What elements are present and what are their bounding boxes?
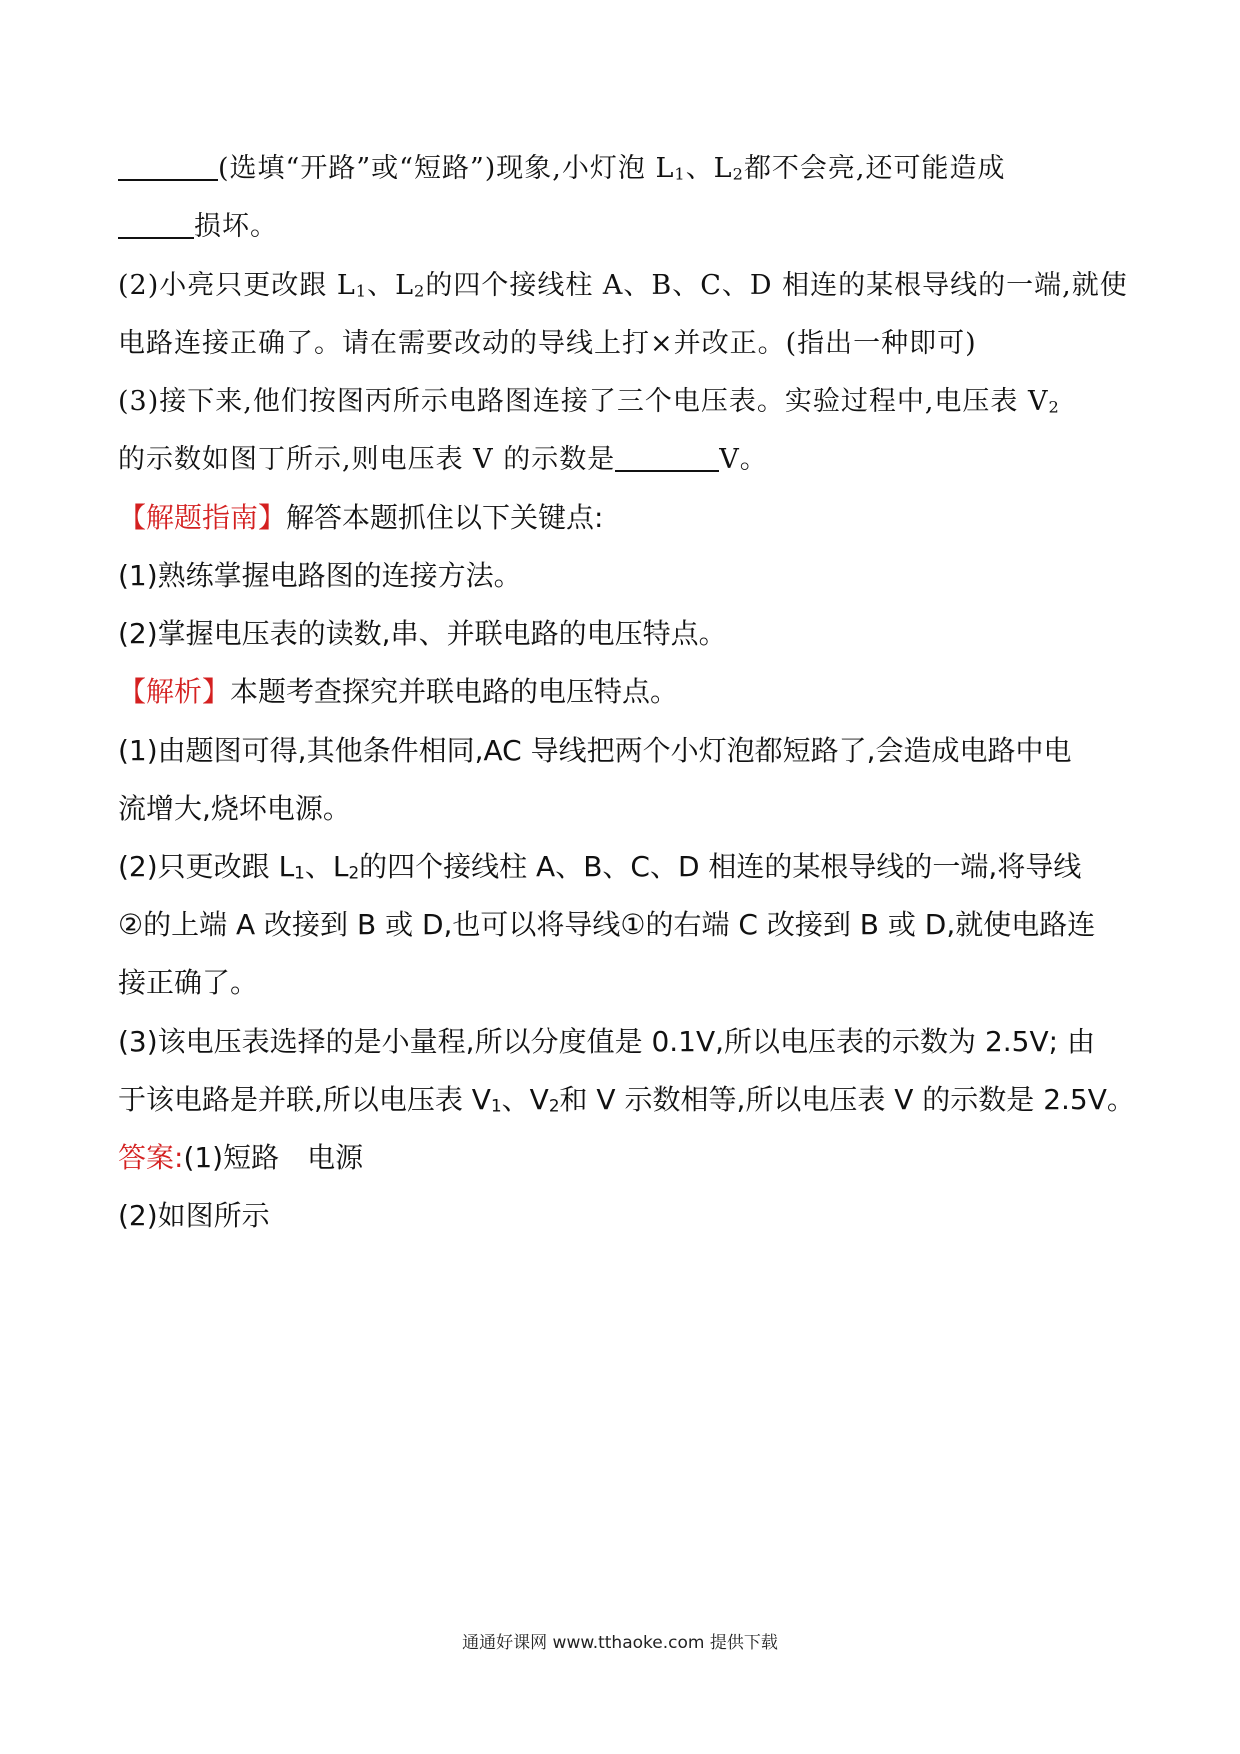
analysis-heading: 【解析】本题考查探究并联电路的电压特点。 (118, 675, 679, 708)
guide-tag: 【解题指南】 (118, 501, 287, 534)
guide-heading: 【解题指南】解答本题抓住以下关键点: (118, 501, 604, 534)
answer-line-1: 答案:(1)短路 电源 (118, 1141, 364, 1174)
analysis-tag: 【解析】 (118, 675, 231, 708)
analysis-p2-line2: ②的上端 A 改接到 B 或 D,也可以将导线①的右端 C 改接到 B 或 D,就使电路连 (118, 908, 1096, 941)
question-line-6: 的示数如图丁所示,则电压表 V 的示数是 V。 (118, 444, 768, 475)
question-line-4: 电路连接正确了。请在需要改动的导线上打×并改正。(指出一种即可) (118, 328, 977, 359)
answer-blank-3 (615, 444, 719, 472)
analysis-p2-line1: (2)只更改跟 $L_1$、$L_2$的四个接线柱 A、B、C、D 相连的某根导线的一端,将导线 (118, 850, 1082, 883)
answer-label: 答案: (118, 1141, 184, 1174)
guide-point-2: (2)掌握电压表的读数,串、并联电路的电压特点。 (118, 617, 727, 650)
question-line-1: (选填“开路”或“短路”)现象,小灯泡 $L_1$、$L_2$都不会亮,还可能造成 (118, 146, 1122, 185)
question-line-2: 损坏。 (118, 204, 1122, 243)
answer-line-2: (2)如图所示 (118, 1199, 270, 1232)
analysis-p2-line3: 接正确了。 (118, 966, 259, 999)
question-line-3: (2)小亮只更改跟 $L_1$、$L_2$的四个接线柱 A、B、C、D 相连的某根导线的一端,就使 (118, 270, 1128, 301)
page-footer: 通通好课网 www.tthaoke.com 提供下载 (462, 1633, 778, 1653)
analysis-p3-line1: (3)该电压表选择的是小量程,所以分度值是 0.1V,所以电压表的示数为 2.5V; 由 (118, 1025, 1095, 1058)
analysis-p1-line2: 流增大,烧坏电源。 (118, 792, 351, 825)
guide-point-1: (1)熟练掌握电路图的连接方法。 (118, 559, 522, 592)
analysis-p1-line1: (1)由题图可得,其他条件相同,AC 导线把两个小灯泡都短路了,会造成电路中电 (118, 734, 1072, 767)
answer-blank-2 (118, 211, 194, 239)
analysis-p3-line2: 于该电路是并联,所以电压表 $V_1$、$V_2$和 V 示数相等,所以电压表 V 的示数是 2.5V。 (118, 1083, 1135, 1116)
answer-blank-1 (118, 153, 218, 181)
question-line-5: (3)接下来,他们按图丙所示电路图连接了三个电压表。实验过程中,电压表 $V_2$ (118, 386, 1060, 417)
